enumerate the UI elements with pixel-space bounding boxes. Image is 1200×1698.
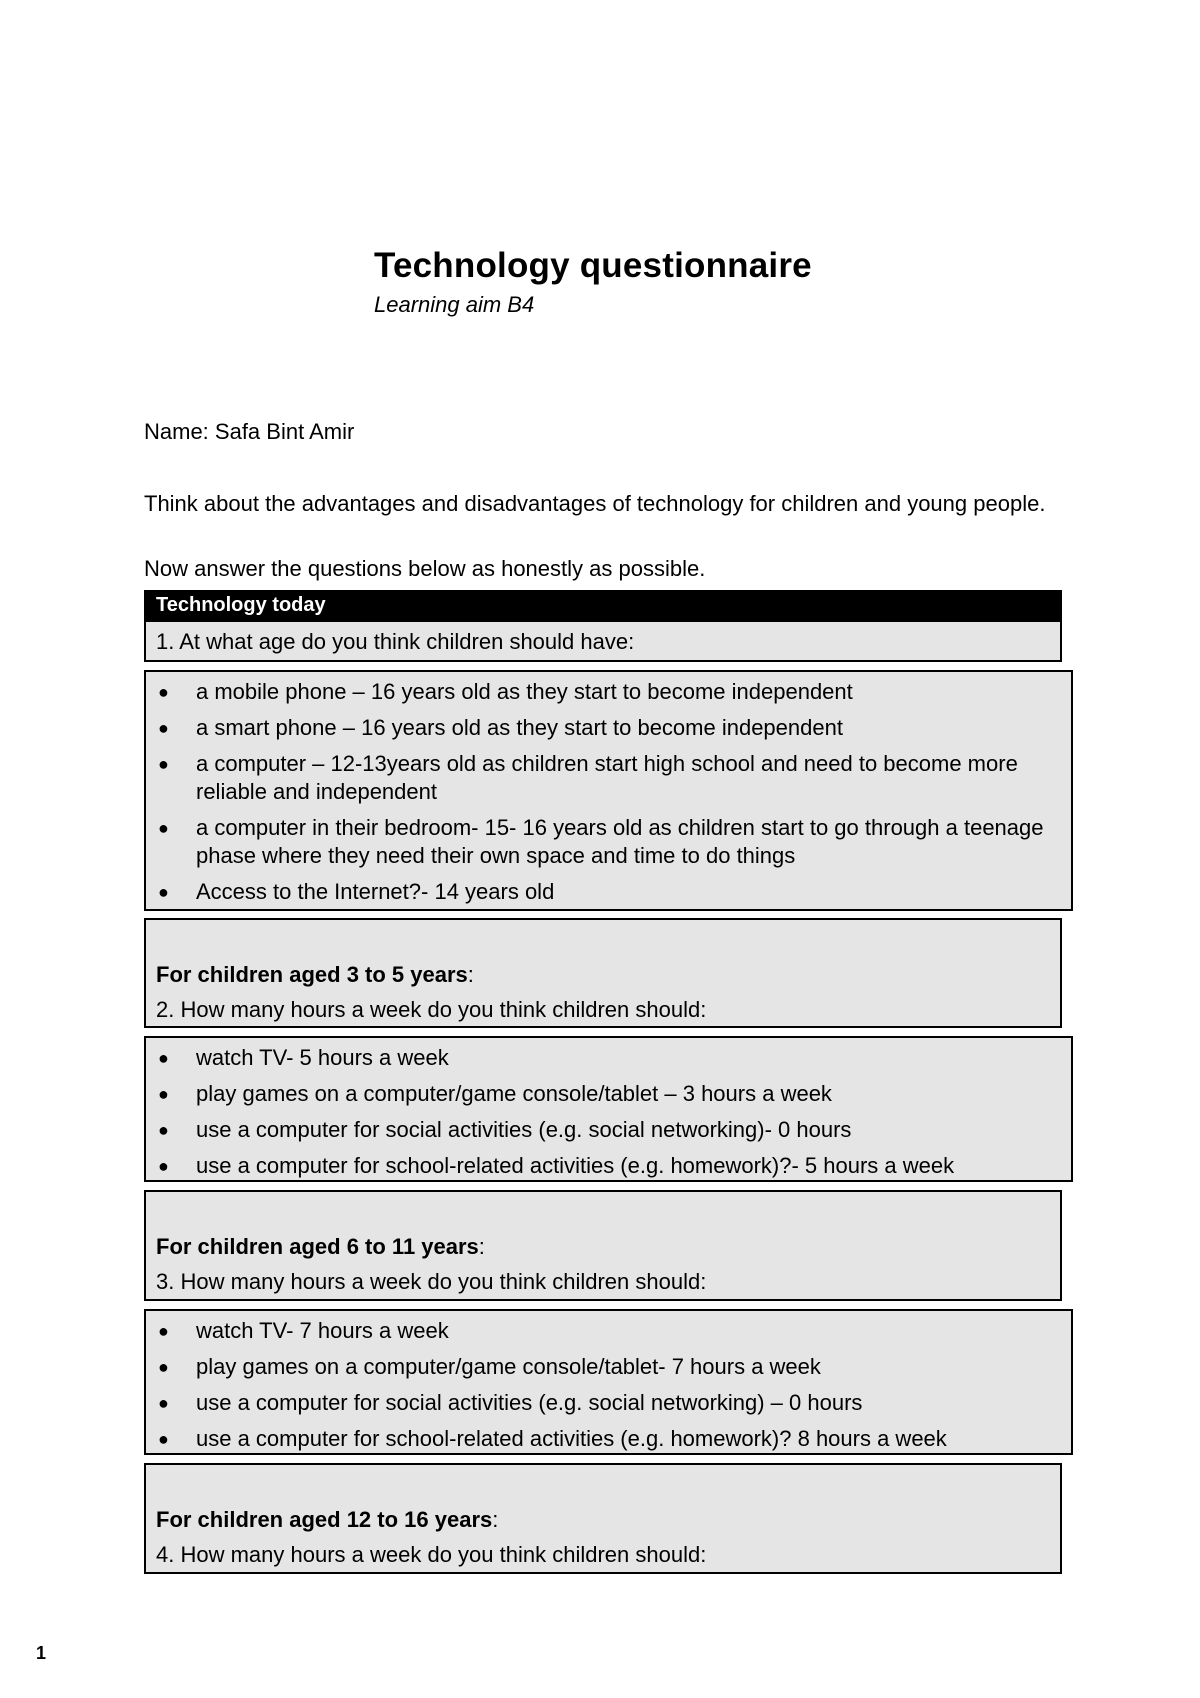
bullet-icon: ● (158, 682, 169, 702)
answer-text: use a computer for school-related activities (e.g. homework)?- 5 hours a week (196, 1153, 955, 1178)
question-2-box (144, 918, 1062, 1028)
answer-1-list (146, 678, 1071, 906)
list-item (146, 1152, 1071, 1180)
answer-text: a mobile phone – 16 years old as they start to become independent (196, 679, 853, 704)
question-2-group-line (156, 961, 474, 989)
bullet-icon: ● (158, 1048, 169, 1068)
bullet-icon: ● (158, 818, 169, 838)
question-2-text: 2. How many hours a week do you think children should: (156, 997, 707, 1022)
answer-text: a computer – 12-13years old as children start high school and need to become more reliable and independent (196, 751, 1018, 804)
answer-3-list (146, 1317, 1071, 1453)
age-group-label: For children aged 3 to 5 years (156, 962, 468, 987)
answer-text: use a computer for school-related activities (e.g. homework)? 8 hours a week (196, 1426, 947, 1451)
answer-1-box (144, 670, 1073, 911)
list-item (146, 714, 1071, 742)
bullet-icon: ● (158, 1393, 169, 1413)
list-item (146, 1317, 1071, 1345)
list-item (146, 1116, 1071, 1144)
question-3-text: 3. How many hours a week do you think children should: (156, 1269, 707, 1294)
question-3-box (144, 1190, 1062, 1301)
age-group-label: For children aged 12 to 16 years (156, 1507, 493, 1532)
list-item (146, 678, 1071, 706)
bullet-icon: ● (158, 882, 169, 902)
question-4-text: 4. How many hours a week do you think children should: (156, 1542, 707, 1567)
list-item (146, 814, 1071, 870)
question-4-box (144, 1463, 1062, 1574)
bullet-icon: ● (158, 1321, 169, 1341)
name-line: Name: Safa Bint Amir (144, 419, 355, 444)
answer-text: play games on a computer/game console/tablet- 7 hours a week (196, 1354, 821, 1379)
question-4-group-line (156, 1506, 498, 1534)
page-number: 1 (36, 1643, 47, 1663)
bullet-icon: ● (158, 718, 169, 738)
list-item (146, 1353, 1071, 1381)
answer-text: play games on a computer/game console/tablet – 3 hours a week (196, 1081, 832, 1106)
colon: : (492, 1507, 499, 1532)
bullet-icon: ● (158, 1429, 169, 1449)
bullet-icon: ● (158, 1357, 169, 1377)
page-subtitle: Learning aim B4 (374, 292, 535, 317)
answer-text: watch TV- 5 hours a week (196, 1045, 449, 1070)
colon: : (467, 962, 474, 987)
question-1-box (144, 620, 1062, 662)
question-1-text: 1. At what age do you think children should have: (156, 629, 635, 654)
answer-text: a smart phone – 16 years old as they start to become independent (196, 715, 843, 740)
list-item (146, 750, 1071, 806)
answer-text: use a computer for social activities (e.g. social networking)- 0 hours (196, 1117, 852, 1142)
answer-2-list (146, 1044, 1071, 1180)
bullet-icon: ● (158, 1120, 169, 1140)
list-item (146, 1389, 1071, 1417)
intro-instruction: Now answer the questions below as honestly as possible. (144, 556, 706, 581)
page-title: Technology questionnaire (374, 246, 812, 285)
bullet-icon: ● (158, 1156, 169, 1176)
answer-text: a computer in their bedroom- 15- 16 years old as children start to go through a teenage phase where they need their own space and time to do things (196, 815, 1044, 868)
bullet-icon: ● (158, 1084, 169, 1104)
age-group-label: For children aged 6 to 11 years (156, 1234, 479, 1259)
question-3-group-line (156, 1233, 485, 1261)
list-item (146, 1425, 1071, 1453)
intro-paragraph: Think about the advantages and disadvantages of technology for children and young people. (144, 491, 1046, 516)
answer-text: Access to the Internet?- 14 years old (196, 879, 555, 904)
answer-text: watch TV- 7 hours a week (196, 1318, 449, 1343)
section-header: Technology today (144, 590, 1062, 620)
answer-2-box (144, 1036, 1073, 1182)
answer-text: use a computer for social activities (e.g. social networking) – 0 hours (196, 1390, 863, 1415)
list-item (146, 878, 1071, 906)
list-item (146, 1080, 1071, 1108)
colon: : (478, 1234, 485, 1259)
answer-3-box (144, 1309, 1073, 1455)
bullet-icon: ● (158, 754, 169, 774)
list-item (146, 1044, 1071, 1072)
